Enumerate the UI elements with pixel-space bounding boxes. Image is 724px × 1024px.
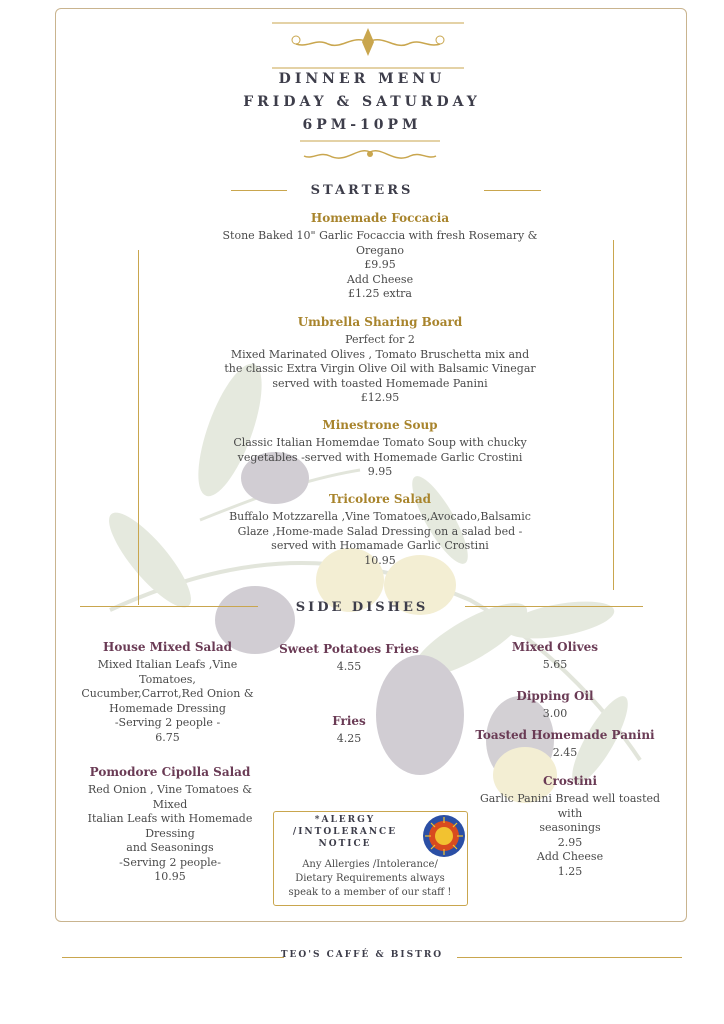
menu-days: FRIDAY & SATURDAY: [243, 94, 481, 110]
starter-item: [160, 315, 600, 406]
starter-name: Minestrone Soup: [322, 418, 438, 432]
side-name: Pomodore Cipolla Salad: [89, 765, 251, 779]
starter-price: £12.95: [360, 391, 400, 404]
starters-left-border: [138, 250, 139, 605]
side-price: 4.55: [336, 660, 362, 673]
side-desc: Mixed Italian Leafs ,Vine Tomatoes,: [97, 658, 238, 686]
side-price: 6.75: [155, 730, 180, 744]
starter-name: Umbrella Sharing Board: [297, 315, 463, 329]
side-price: 3.00: [542, 707, 568, 720]
side-desc: -Serving 2 people-: [119, 855, 221, 869]
notice-text: Dietary Requirements always: [295, 873, 445, 884]
footer-brand: TEO'S CAFFÉ & BISTRO: [280, 950, 444, 960]
starters-heading: STARTERS: [310, 183, 414, 198]
starters-right-border: [613, 240, 614, 590]
starter-desc: vegetables -served with Homemade Garlic Crostini: [237, 450, 523, 464]
side-price: 2.95: [557, 835, 583, 849]
starter-item: [160, 492, 600, 568]
side-name: Fries: [332, 714, 366, 728]
notice-title: NOTICE: [318, 839, 372, 849]
side-price: 4.25: [336, 732, 362, 745]
starter-desc: served with toasted Homemade Panini: [272, 376, 488, 390]
menu-hours: 6PM-10PM: [302, 117, 422, 133]
notice-title: *ALERGY: [314, 815, 376, 825]
starter-desc: Glaze ,Home-made Salad Dressing on a salad bed -: [237, 524, 523, 538]
side-name: Toasted Homemade Panini: [475, 728, 655, 742]
side-desc: Red Onion , Vine Tomatoes & Mixed: [87, 783, 253, 811]
allergy-notice: [273, 811, 468, 906]
side-desc: -Serving 2 people -: [114, 716, 221, 729]
starter-desc: Mixed Marinated Olives , Tomato Bruschetta mix and: [230, 347, 530, 361]
sun-emblem-icon: [422, 814, 466, 858]
notice-text: speak to a member of our staff !: [288, 887, 452, 898]
side-name: House Mixed Salad: [103, 640, 232, 654]
side-item: [470, 689, 640, 722]
starter-desc: Oregano: [355, 243, 405, 257]
side-desc: Homemade Dressing: [109, 701, 226, 715]
starter-desc: served with Homamade Garlic Crostini: [271, 539, 489, 552]
side-price: 10.95: [154, 870, 186, 883]
notice-text: Any Allergies /Intolerance/: [302, 859, 438, 870]
side-addon-price: 1.25: [557, 864, 583, 878]
side-item: [274, 642, 424, 675]
starter-item: [160, 418, 600, 480]
starter-price: 10.95: [364, 553, 396, 567]
starter-name: Homemade Foccacia: [310, 211, 450, 225]
side-item: [470, 640, 640, 673]
top-ornament: [272, 20, 464, 70]
starter-desc: Perfect for 2: [345, 333, 415, 346]
starter-item: [160, 211, 600, 302]
starter-name: Tricolore Salad: [328, 492, 432, 506]
side-addon: Add Cheese: [536, 850, 604, 863]
starter-desc: Stone Baked 10" Garlic Focaccia with fresh Rosemary &: [222, 229, 538, 242]
starter-desc: the classic Extra Virgin Olive Oil with Balsamic Vinegar: [224, 362, 536, 375]
side-item: [470, 774, 670, 879]
side-desc: and Seasonings: [126, 841, 214, 854]
side-name: Sweet Potatoes Fries: [279, 642, 419, 656]
side-name: Dipping Oil: [516, 689, 594, 703]
starter-desc: Buffalo Motzzarella ,Vine Tomatoes,Avocado,Balsamic: [229, 510, 531, 523]
side-desc: Cucumber,Carrot,Red Onion &: [81, 687, 254, 700]
side-name: Mixed Olives: [511, 640, 599, 654]
side-price: 5.65: [542, 658, 568, 671]
bottom-ornament: [300, 138, 440, 172]
side-name: Crostini: [542, 774, 598, 788]
notice-title: /INTOLERANCE: [292, 827, 398, 837]
starter-desc: Classic Italian Homemdae Tomato Soup with chucky: [233, 436, 527, 449]
side-desc: Italian Leafs with Homemade Dressing: [87, 812, 253, 840]
side-item: [274, 714, 424, 747]
side-dishes-heading: SIDE DISHES: [295, 600, 429, 615]
side-item: [70, 640, 265, 745]
starter-price: £9.95: [364, 258, 396, 271]
side-desc: Garlic Panini Bread well toasted with: [479, 792, 661, 820]
side-desc: seasonings: [539, 821, 601, 834]
side-item: [470, 728, 660, 761]
side-price: 2.45: [552, 746, 578, 759]
side-item: [70, 765, 270, 885]
starter-price: 9.95: [367, 465, 393, 478]
starter-addon: Add Cheese: [346, 272, 414, 286]
starter-addon-price: £1.25 extra: [348, 287, 412, 300]
menu-title: DINNER MENU: [278, 71, 446, 87]
